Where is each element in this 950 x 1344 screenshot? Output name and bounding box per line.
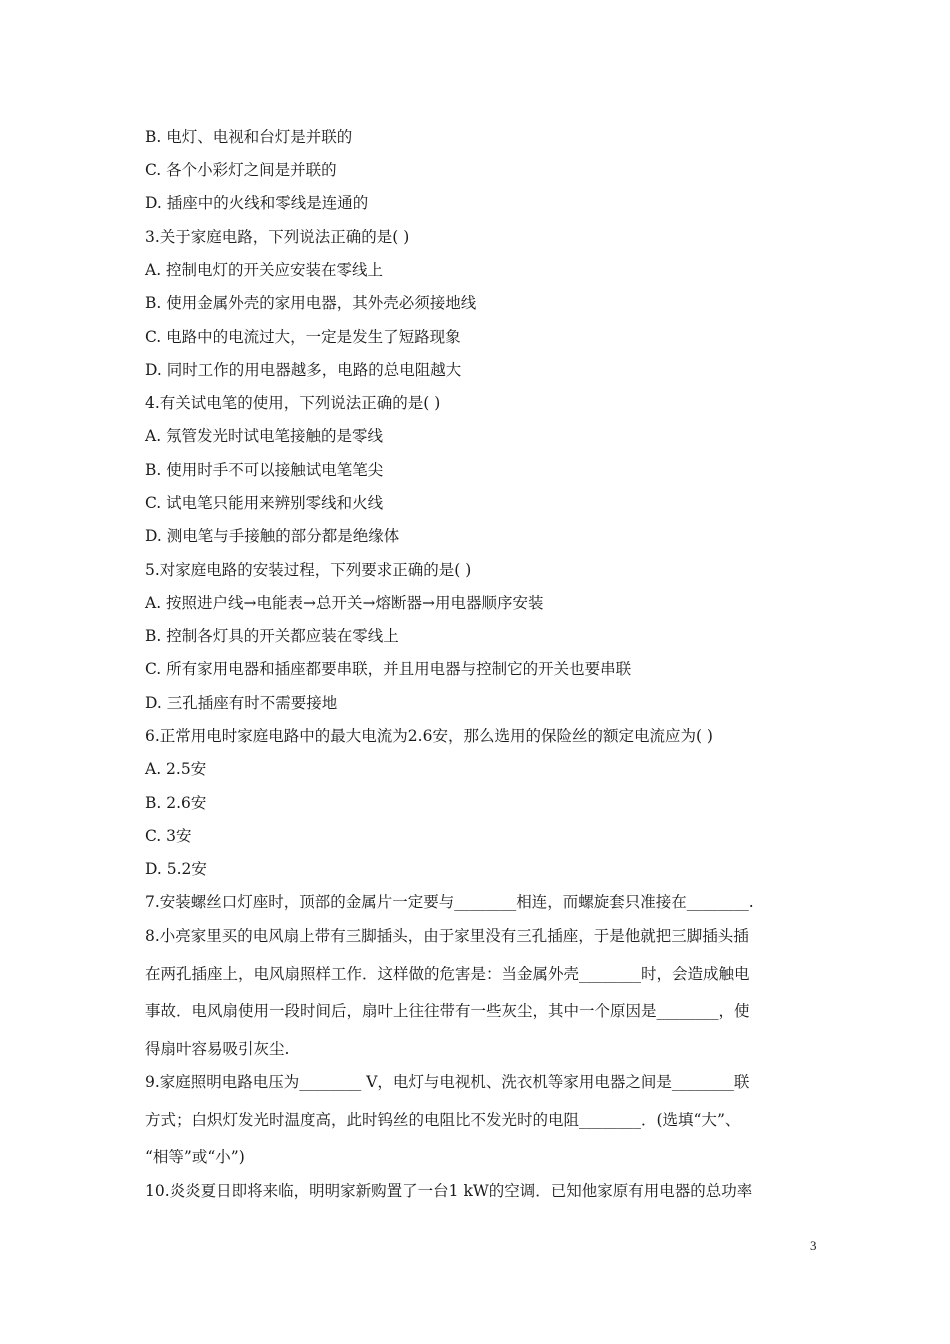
- question-9-line-1: 9.家庭照明电路电压为________ V，电灯与电视机、洗衣机等家用电器之间是________联: [145, 1073, 750, 1091]
- option-4b: B. 使用时手不可以接触试电笔笔尖: [145, 461, 384, 479]
- question-6: 6.正常用电时家庭电路中的最大电流为2.6安，那么选用的保险丝的额定电流应为( ): [145, 727, 713, 745]
- question-4: 4.有关试电笔的使用，下列说法正确的是( ): [145, 394, 441, 412]
- option-4a: A. 氖管发光时试电笔接触的是零线: [145, 427, 384, 445]
- question-8-line-4: 得扇叶容易吸引灰尘.: [145, 1040, 290, 1058]
- option-5b: B. 控制各灯具的开关都应装在零线上: [145, 627, 399, 645]
- option-2d: D. 插座中的火线和零线是连通的: [145, 194, 369, 212]
- question-9-line-2: 方式；白炽灯发光时温度高，此时钨丝的电阻比不发光时的电阻________．(选填“大”、: [145, 1111, 741, 1129]
- option-2b: B. 电灯、电视和台灯是并联的: [145, 128, 353, 146]
- question-8-line-1: 8.小亮家里买的电风扇上带有三脚插头，由于家里没有三孔插座，于是他就把三脚插头插: [145, 927, 749, 945]
- option-3a: A. 控制电灯的开关应安装在零线上: [145, 261, 384, 279]
- option-5a: A. 按照进户线→电能表→总开关→熔断器→用电器顺序安装: [145, 594, 544, 612]
- question-3: 3.关于家庭电路，下列说法正确的是( ): [145, 228, 410, 246]
- option-5d: D. 三孔插座有时不需要接地: [145, 694, 338, 712]
- question-7: 7.安装螺丝口灯座时，顶部的金属片一定要与________相连，而螺旋套只准接在________.: [145, 893, 754, 911]
- question-5: 5.对家庭电路的安装过程，下列要求正确的是( ): [145, 561, 472, 579]
- option-6c: C. 3安: [145, 827, 192, 845]
- option-4c: C. 试电笔只能用来辨别零线和火线: [145, 494, 384, 512]
- option-6a: A. 2.5安: [145, 760, 207, 778]
- option-3d: D. 同时工作的用电器越多，电路的总电阻越大: [145, 361, 462, 379]
- question-9-line-3: “相等”或“小”): [145, 1148, 245, 1166]
- option-5c: C. 所有家用电器和插座都要串联，并且用电器与控制它的开关也要串联: [145, 660, 632, 678]
- option-4d: D. 测电笔与手接触的部分都是绝缘体: [145, 527, 400, 545]
- question-10-line-1: 10.炎炎夏日即将来临，明明家新购置了一台1 kW的空调．已知他家原有用电器的总功率: [145, 1182, 753, 1200]
- option-2c: C. 各个小彩灯之间是并联的: [145, 161, 337, 179]
- option-6d: D. 5.2安: [145, 860, 207, 878]
- question-8-line-3: 事故．电风扇使用一段时间后，扇叶上往往带有一些灰尘，其中一个原因是________，使: [145, 1002, 750, 1020]
- option-3b: B. 使用金属外壳的家用电器，其外壳必须接地线: [145, 294, 477, 312]
- question-8-line-2: 在两孔插座上，电风扇照样工作．这样做的危害是：当金属外壳________时，会造成触电: [145, 965, 750, 983]
- option-3c: C. 电路中的电流过大，一定是发生了短路现象: [145, 328, 461, 346]
- option-6b: B. 2.6安: [145, 794, 207, 812]
- page-number: 3: [810, 1238, 817, 1253]
